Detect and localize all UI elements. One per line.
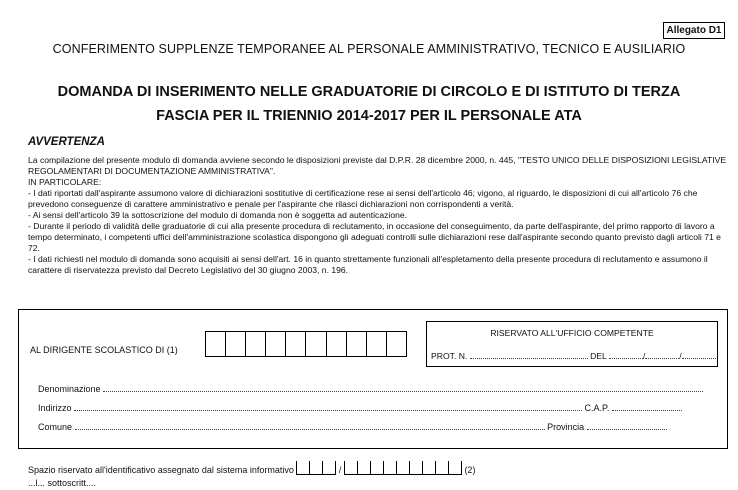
date-separator: / bbox=[679, 351, 682, 361]
comune-field[interactable] bbox=[75, 421, 545, 430]
prot-row bbox=[431, 350, 716, 361]
paragraph: - Ai sensi dell'articolo 39 la sottoscrizione del modulo di domanda non è soggetta ad autenticazione. bbox=[28, 210, 408, 220]
spazio-note: (2) bbox=[464, 465, 476, 475]
del-label: DEL bbox=[590, 351, 607, 361]
riservato-title: RISERVATO ALL'UFFICIO COMPETENTE bbox=[490, 328, 654, 338]
denominazione-row bbox=[38, 383, 703, 394]
spazio-code-cells-2[interactable] bbox=[344, 461, 462, 475]
avvertenza-text bbox=[28, 155, 728, 276]
page-title bbox=[0, 80, 738, 128]
ufficio-reserved-box bbox=[426, 321, 718, 367]
avvertenza-heading: AVVERTENZA bbox=[28, 136, 105, 148]
cap-field[interactable] bbox=[612, 402, 682, 411]
cap-label: C.A.P. bbox=[584, 403, 610, 413]
paragraph: - Durante il periodo di validità delle graduatorie di cui alla presente procedura di reclutamento, in occasione del conseguimento, da parte dell'aspirante, del primo rapporto di lavoro a tempo determinato, i competenti uffici dell'amministrazione scolastica dispongono gli adeguati controlli sulle dichiarazioni rese dall'aspirante secondo quanto previsto dagli articoli 71 e 72. bbox=[28, 221, 721, 253]
denominazione-field[interactable] bbox=[103, 383, 703, 392]
date-month-field[interactable] bbox=[642, 350, 682, 361]
paragraph: - I dati richiesti nel modulo di domanda sono acquisiti ai sensi dell'art. 16 in quanto strettamente funzionali all'espletamento della presente procedura di reclutamento e assumono il carattere di riservatezza previsto dal Decreto Legislativo del 30 giugno 2003, n. 196. bbox=[28, 254, 708, 275]
prot-label: PROT. N. bbox=[431, 351, 468, 361]
paragraph: La compilazione del presente modulo di domanda avviene secondo le disposizioni previste dal D.P.R. 28 dicembre 2000, n. 445, "TESTO UNICO DELLE DISPOSIZIONI LEGISLATIVE REGOLAMENTARI DI DOCUMENTAZIONE AMMINISTRATIVA". bbox=[28, 155, 727, 176]
spazio-label: Spazio riservato all'identificativo assegnato dal sistema informativo bbox=[28, 465, 294, 475]
paragraph: - I dati riportati dall'aspirante assumono valore di dichiarazioni sostitutive di certificazione rese ai sensi dell'articolo 46; vigono, al riguardo, le disposizioni di cui all'articolo 76 che prevedono conseguenze di carattere amministrativo e penale per l'aspirante che rilasci dichiarazioni non corrispondenti a verità. bbox=[28, 188, 698, 209]
allegato-badge: Allegato D1 bbox=[663, 22, 725, 39]
prot-number-field[interactable] bbox=[470, 350, 588, 359]
spazio-code-cells-1[interactable] bbox=[296, 461, 336, 475]
dirigente-code-cells[interactable] bbox=[205, 331, 407, 357]
provincia-field[interactable] bbox=[587, 421, 667, 430]
comune-label: Comune bbox=[38, 422, 73, 432]
denominazione-label: Denominazione bbox=[38, 384, 101, 394]
title-line-2: FASCIA PER IL TRIENNIO 2014-2017 PER IL PERSONALE ATA bbox=[156, 108, 582, 124]
spazio-separator: / bbox=[338, 465, 342, 475]
indirizzo-label: Indirizzo bbox=[38, 403, 72, 413]
header-line: CONFERIMENTO SUPPLENZE TEMPORANEE AL PERSONALE AMMINISTRATIVO, TECNICO E AUSILIARIO bbox=[52, 42, 686, 56]
title-line-1: DOMANDA DI INSERIMENTO NELLE GRADUATORIE DI CIRCOLO E DI ISTITUTO DI TERZA bbox=[57, 84, 681, 100]
indirizzo-row bbox=[38, 402, 682, 413]
paragraph: IN PARTICOLARE: bbox=[28, 177, 102, 187]
provincia-label: Provincia bbox=[547, 422, 585, 432]
indirizzo-field[interactable] bbox=[74, 402, 582, 411]
spazio-row bbox=[28, 461, 475, 475]
date-day-field[interactable] bbox=[609, 350, 646, 361]
dirigente-label: AL DIRIGENTE SCOLASTICO DI (1) bbox=[30, 345, 178, 355]
date-year-field[interactable] bbox=[682, 350, 716, 359]
date-separator: / bbox=[642, 351, 646, 361]
sottoscritto-line: ...l... sottoscritt.... bbox=[28, 478, 97, 488]
comune-row bbox=[38, 421, 667, 432]
